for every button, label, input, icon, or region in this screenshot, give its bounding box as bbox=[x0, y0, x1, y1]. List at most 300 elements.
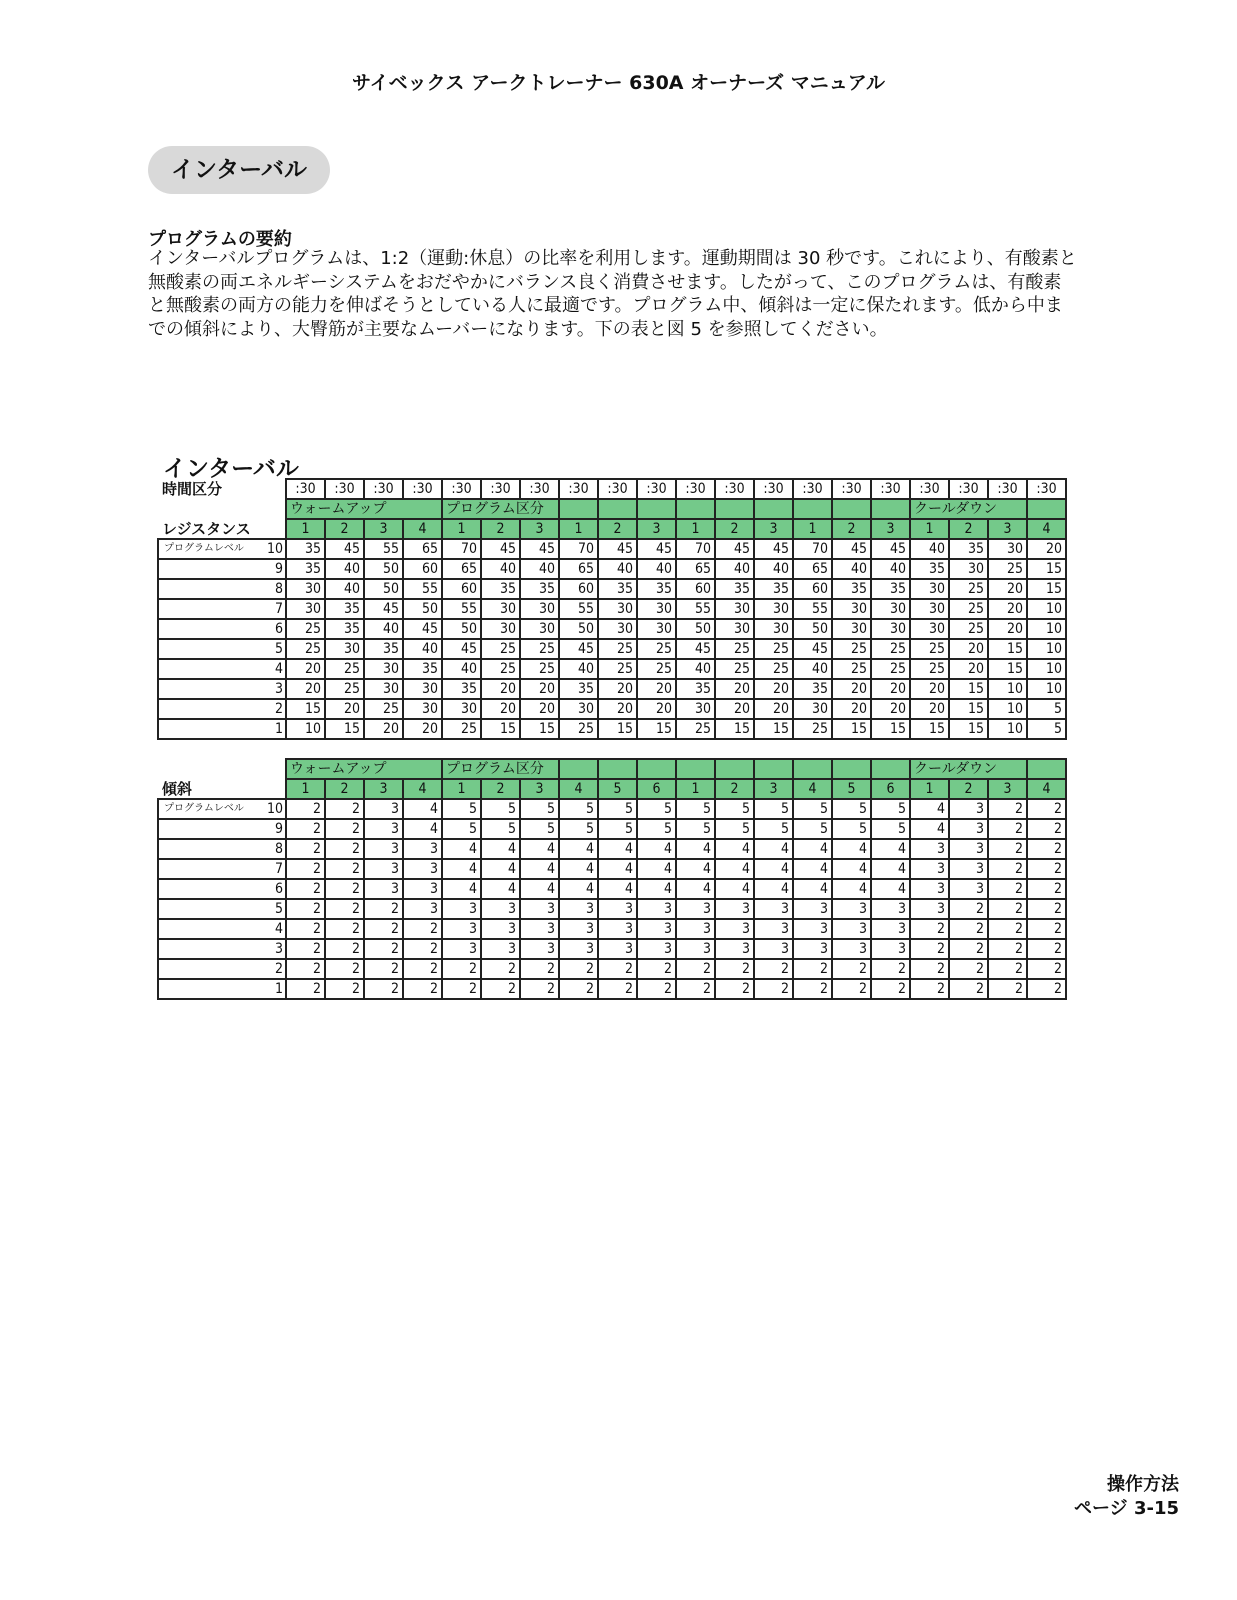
value-cell: 4 bbox=[442, 879, 481, 899]
value-cell: 15 bbox=[988, 659, 1027, 679]
time-value: :30 bbox=[793, 479, 832, 499]
value-cell: 30 bbox=[598, 619, 637, 639]
value-cell: 5 bbox=[637, 799, 676, 819]
value-cell: 3 bbox=[403, 839, 442, 859]
value-cell: 3 bbox=[403, 879, 442, 899]
time-row bbox=[158, 479, 1066, 499]
value-cell: 25 bbox=[481, 659, 520, 679]
value-cell: 5 bbox=[871, 819, 910, 839]
value-cell: 3 bbox=[715, 939, 754, 959]
value-cell: 30 bbox=[715, 619, 754, 639]
summary-paragraph: インターバルプログラムは、1:2（運動:休息）の比率を利用します。運動期間は 30 秒です。これにより、有酸素と無酸素の両エネルギーシステムをおだやかにバランス良く消費させます。したがって、このプログラムは、有酸素と無酸素の両方の能力を伸ばそうとしている人に最適です。プログラム中、傾斜は一定に保たれます。低から中までの傾斜により、大臀筋が主要なムーバーになります。下の表と図 5 を参照してください。 bbox=[148, 248, 1077, 340]
value-cell: 45 bbox=[871, 539, 910, 559]
value-cell: 45 bbox=[793, 639, 832, 659]
time-value: :30 bbox=[637, 479, 676, 499]
segment-row bbox=[158, 779, 1066, 799]
value-cell: 30 bbox=[832, 619, 871, 639]
value-cell: 5 bbox=[715, 819, 754, 839]
value-cell: 70 bbox=[793, 539, 832, 559]
value-cell: 40 bbox=[637, 559, 676, 579]
phase-cooldown: クールダウン bbox=[910, 499, 1027, 519]
time-value: :30 bbox=[988, 479, 1027, 499]
value-cell: 5 bbox=[676, 799, 715, 819]
value-cell: 20 bbox=[364, 719, 403, 739]
value-cell: 40 bbox=[598, 559, 637, 579]
value-cell: 4 bbox=[520, 839, 559, 859]
value-cell: 4 bbox=[481, 879, 520, 899]
value-cell: 40 bbox=[676, 659, 715, 679]
value-cell: 25 bbox=[910, 639, 949, 659]
value-cell: 2 bbox=[1027, 839, 1066, 859]
level-row bbox=[158, 559, 1066, 579]
value-cell: 40 bbox=[871, 559, 910, 579]
value-cell: 4 bbox=[715, 879, 754, 899]
value-cell: 25 bbox=[520, 659, 559, 679]
incline-table bbox=[157, 758, 1067, 1000]
value-cell: 5 bbox=[793, 819, 832, 839]
value-cell: 15 bbox=[949, 719, 988, 739]
segment-number: 3 bbox=[988, 779, 1027, 799]
value-cell: 4 bbox=[442, 859, 481, 879]
value-cell: 2 bbox=[325, 979, 364, 999]
level-cell bbox=[158, 939, 286, 959]
value-cell: 4 bbox=[793, 859, 832, 879]
value-cell: 30 bbox=[910, 579, 949, 599]
value-cell: 4 bbox=[637, 859, 676, 879]
value-cell: 15 bbox=[1027, 559, 1066, 579]
chart-title: インターバル bbox=[163, 456, 299, 482]
value-cell: 10 bbox=[988, 719, 1027, 739]
value-cell: 45 bbox=[325, 539, 364, 559]
value-cell: 4 bbox=[676, 839, 715, 859]
value-cell: 45 bbox=[598, 539, 637, 559]
phase-empty-cell bbox=[559, 759, 598, 779]
row-label bbox=[158, 759, 286, 779]
phase-row bbox=[158, 759, 1066, 779]
value-cell: 20 bbox=[910, 679, 949, 699]
value-cell: 30 bbox=[559, 699, 598, 719]
level-number: 7 bbox=[274, 601, 283, 617]
time-value: :30 bbox=[832, 479, 871, 499]
value-cell: 2 bbox=[637, 959, 676, 979]
time-value: :30 bbox=[910, 479, 949, 499]
phase-empty-cell bbox=[1027, 759, 1066, 779]
segment-number: 3 bbox=[637, 519, 676, 539]
phase-empty-cell bbox=[715, 759, 754, 779]
value-cell: 15 bbox=[325, 719, 364, 739]
value-cell: 2 bbox=[286, 939, 325, 959]
value-cell: 2 bbox=[286, 959, 325, 979]
value-cell: 60 bbox=[793, 579, 832, 599]
level-number: 6 bbox=[274, 881, 283, 897]
time-value: :30 bbox=[949, 479, 988, 499]
value-cell: 45 bbox=[364, 599, 403, 619]
value-cell: 3 bbox=[442, 939, 481, 959]
value-cell: 3 bbox=[910, 879, 949, 899]
value-cell: 45 bbox=[637, 539, 676, 559]
value-cell: 50 bbox=[793, 619, 832, 639]
level-cell bbox=[158, 859, 286, 879]
value-cell: 55 bbox=[442, 599, 481, 619]
value-cell: 10 bbox=[988, 679, 1027, 699]
value-cell: 2 bbox=[988, 899, 1027, 919]
value-cell: 10 bbox=[1027, 599, 1066, 619]
value-cell: 3 bbox=[910, 859, 949, 879]
value-cell: 45 bbox=[403, 619, 442, 639]
value-cell: 20 bbox=[481, 679, 520, 699]
value-cell: 30 bbox=[481, 619, 520, 639]
value-cell: 5 bbox=[598, 819, 637, 839]
value-cell: 4 bbox=[754, 879, 793, 899]
value-cell: 15 bbox=[832, 719, 871, 739]
value-cell: 2 bbox=[325, 939, 364, 959]
value-cell: 2 bbox=[598, 979, 637, 999]
value-cell: 30 bbox=[520, 619, 559, 639]
value-cell: 3 bbox=[364, 859, 403, 879]
segment-number: 1 bbox=[676, 519, 715, 539]
segment-number: 2 bbox=[325, 779, 364, 799]
value-cell: 20 bbox=[715, 679, 754, 699]
value-cell: 3 bbox=[481, 919, 520, 939]
value-cell: 15 bbox=[988, 639, 1027, 659]
value-cell: 3 bbox=[559, 899, 598, 919]
value-cell: 2 bbox=[1027, 819, 1066, 839]
value-cell: 40 bbox=[559, 659, 598, 679]
value-cell: 30 bbox=[403, 699, 442, 719]
value-cell: 3 bbox=[598, 899, 637, 919]
value-cell: 2 bbox=[403, 959, 442, 979]
value-cell: 3 bbox=[403, 899, 442, 919]
level-row bbox=[158, 599, 1066, 619]
value-cell: 70 bbox=[676, 539, 715, 559]
value-cell: 20 bbox=[403, 719, 442, 739]
value-cell: 5 bbox=[481, 819, 520, 839]
level-cell bbox=[158, 879, 286, 899]
value-cell: 25 bbox=[286, 639, 325, 659]
value-cell: 35 bbox=[286, 559, 325, 579]
value-cell: 2 bbox=[988, 939, 1027, 959]
level-cell bbox=[158, 659, 286, 679]
value-cell: 3 bbox=[520, 919, 559, 939]
value-cell: 4 bbox=[910, 799, 949, 819]
value-cell: 15 bbox=[949, 679, 988, 699]
value-cell: 45 bbox=[832, 539, 871, 559]
level-row bbox=[158, 979, 1066, 999]
value-cell: 30 bbox=[637, 599, 676, 619]
segment-number: 1 bbox=[910, 519, 949, 539]
value-cell: 35 bbox=[754, 579, 793, 599]
value-cell: 3 bbox=[481, 899, 520, 919]
value-cell: 2 bbox=[988, 959, 1027, 979]
value-cell: 25 bbox=[598, 659, 637, 679]
phase-empty-cell bbox=[637, 499, 676, 519]
value-cell: 40 bbox=[715, 559, 754, 579]
value-cell: 35 bbox=[949, 539, 988, 559]
value-cell: 30 bbox=[910, 599, 949, 619]
value-cell: 25 bbox=[481, 639, 520, 659]
value-cell: 35 bbox=[520, 579, 559, 599]
level-number: 7 bbox=[274, 861, 283, 877]
value-cell: 2 bbox=[364, 959, 403, 979]
value-cell: 10 bbox=[1027, 679, 1066, 699]
level-row bbox=[158, 699, 1066, 719]
value-cell: 2 bbox=[1027, 919, 1066, 939]
value-cell: 3 bbox=[598, 939, 637, 959]
value-cell: 45 bbox=[754, 539, 793, 559]
segment-number: 1 bbox=[559, 519, 598, 539]
segment-number: 2 bbox=[598, 519, 637, 539]
level-cell bbox=[158, 619, 286, 639]
value-cell: 2 bbox=[481, 959, 520, 979]
value-cell: 65 bbox=[559, 559, 598, 579]
value-cell: 10 bbox=[1027, 659, 1066, 679]
value-cell: 3 bbox=[481, 939, 520, 959]
level-cell bbox=[158, 919, 286, 939]
value-cell: 30 bbox=[871, 619, 910, 639]
value-cell: 35 bbox=[403, 659, 442, 679]
time-value: :30 bbox=[442, 479, 481, 499]
value-cell: 2 bbox=[442, 979, 481, 999]
value-cell: 10 bbox=[286, 719, 325, 739]
phase-empty-cell bbox=[793, 499, 832, 519]
value-cell: 55 bbox=[559, 599, 598, 619]
segment-number: 1 bbox=[286, 779, 325, 799]
level-number: 1 bbox=[274, 721, 283, 737]
value-cell: 3 bbox=[520, 939, 559, 959]
value-cell: 5 bbox=[520, 819, 559, 839]
value-cell: 3 bbox=[793, 939, 832, 959]
value-cell: 2 bbox=[949, 919, 988, 939]
value-cell: 35 bbox=[325, 619, 364, 639]
phase-empty-cell bbox=[1027, 499, 1066, 519]
segment-number: 3 bbox=[988, 519, 1027, 539]
value-cell: 60 bbox=[676, 579, 715, 599]
phase-empty-cell bbox=[754, 759, 793, 779]
value-cell: 30 bbox=[364, 679, 403, 699]
value-cell: 55 bbox=[403, 579, 442, 599]
value-cell: 4 bbox=[676, 879, 715, 899]
value-cell: 50 bbox=[442, 619, 481, 639]
value-cell: 45 bbox=[559, 639, 598, 659]
value-cell: 5 bbox=[1027, 699, 1066, 719]
value-cell: 2 bbox=[364, 899, 403, 919]
value-cell: 20 bbox=[949, 639, 988, 659]
level-number: 10 bbox=[266, 541, 283, 557]
footer-page-number: ページ 3-15 bbox=[1074, 1498, 1179, 1519]
value-cell: 2 bbox=[949, 979, 988, 999]
value-cell: 55 bbox=[676, 599, 715, 619]
value-cell: 20 bbox=[832, 699, 871, 719]
segment-number: 3 bbox=[364, 519, 403, 539]
value-cell: 50 bbox=[676, 619, 715, 639]
level-number: 5 bbox=[274, 641, 283, 657]
segment-number: 2 bbox=[949, 779, 988, 799]
segment-number: 5 bbox=[832, 779, 871, 799]
value-cell: 2 bbox=[988, 859, 1027, 879]
level-row bbox=[158, 719, 1066, 739]
segment-number: 5 bbox=[598, 779, 637, 799]
value-cell: 3 bbox=[715, 899, 754, 919]
value-cell: 2 bbox=[754, 959, 793, 979]
value-cell: 2 bbox=[988, 799, 1027, 819]
value-cell: 15 bbox=[286, 699, 325, 719]
value-cell: 40 bbox=[832, 559, 871, 579]
value-cell: 25 bbox=[949, 619, 988, 639]
segment-number: 4 bbox=[1027, 519, 1066, 539]
segment-number: 6 bbox=[871, 779, 910, 799]
value-cell: 4 bbox=[520, 879, 559, 899]
value-cell: 4 bbox=[481, 839, 520, 859]
value-cell: 45 bbox=[715, 539, 754, 559]
segment-number: 3 bbox=[754, 519, 793, 539]
value-cell: 15 bbox=[949, 699, 988, 719]
value-cell: 25 bbox=[715, 639, 754, 659]
phase-empty-cell bbox=[559, 499, 598, 519]
segment-number: 2 bbox=[325, 519, 364, 539]
segment-number: 3 bbox=[871, 519, 910, 539]
value-cell: 4 bbox=[559, 859, 598, 879]
segment-number: 1 bbox=[676, 779, 715, 799]
time-value: :30 bbox=[598, 479, 637, 499]
value-cell: 2 bbox=[325, 799, 364, 819]
segment-number: 1 bbox=[442, 519, 481, 539]
value-cell: 2 bbox=[754, 979, 793, 999]
value-cell: 3 bbox=[793, 919, 832, 939]
value-cell: 2 bbox=[1027, 959, 1066, 979]
value-cell: 65 bbox=[442, 559, 481, 579]
value-cell: 4 bbox=[754, 839, 793, 859]
value-cell: 30 bbox=[286, 599, 325, 619]
level-cell bbox=[158, 959, 286, 979]
value-cell: 3 bbox=[754, 899, 793, 919]
value-cell: 3 bbox=[364, 879, 403, 899]
value-cell: 45 bbox=[481, 539, 520, 559]
value-cell: 3 bbox=[403, 859, 442, 879]
value-cell: 3 bbox=[832, 939, 871, 959]
value-cell: 3 bbox=[754, 939, 793, 959]
segment-number: 2 bbox=[481, 519, 520, 539]
value-cell: 25 bbox=[910, 659, 949, 679]
value-cell: 25 bbox=[988, 559, 1027, 579]
value-cell: 2 bbox=[325, 839, 364, 859]
phase-empty-cell bbox=[637, 759, 676, 779]
value-cell: 35 bbox=[832, 579, 871, 599]
level-row bbox=[158, 939, 1066, 959]
level-cell bbox=[158, 819, 286, 839]
time-value: :30 bbox=[325, 479, 364, 499]
value-cell: 5 bbox=[715, 799, 754, 819]
level-cell bbox=[158, 719, 286, 739]
value-cell: 5 bbox=[676, 819, 715, 839]
value-cell: 20 bbox=[637, 679, 676, 699]
value-cell: 2 bbox=[403, 919, 442, 939]
value-cell: 15 bbox=[910, 719, 949, 739]
value-cell: 2 bbox=[676, 959, 715, 979]
value-cell: 30 bbox=[754, 619, 793, 639]
value-cell: 35 bbox=[559, 679, 598, 699]
value-cell: 2 bbox=[949, 939, 988, 959]
value-cell: 25 bbox=[598, 639, 637, 659]
value-cell: 30 bbox=[520, 599, 559, 619]
value-cell: 45 bbox=[442, 639, 481, 659]
level-cell bbox=[158, 559, 286, 579]
value-cell: 2 bbox=[793, 959, 832, 979]
phase-empty-cell bbox=[832, 499, 871, 519]
level-number: 4 bbox=[274, 661, 283, 677]
value-cell: 4 bbox=[481, 859, 520, 879]
segment-row bbox=[158, 519, 1066, 539]
value-cell: 15 bbox=[481, 719, 520, 739]
value-cell: 20 bbox=[754, 679, 793, 699]
level-number: 3 bbox=[274, 941, 283, 957]
value-cell: 20 bbox=[988, 599, 1027, 619]
phase-empty-cell bbox=[832, 759, 871, 779]
level-row bbox=[158, 639, 1066, 659]
value-cell: 4 bbox=[871, 859, 910, 879]
value-cell: 25 bbox=[949, 599, 988, 619]
value-cell: 3 bbox=[871, 939, 910, 959]
value-cell: 40 bbox=[325, 559, 364, 579]
value-cell: 5 bbox=[871, 799, 910, 819]
value-cell: 40 bbox=[364, 619, 403, 639]
value-cell: 2 bbox=[286, 879, 325, 899]
value-cell: 25 bbox=[637, 659, 676, 679]
value-cell: 5 bbox=[832, 799, 871, 819]
value-cell: 2 bbox=[325, 859, 364, 879]
value-cell: 2 bbox=[325, 899, 364, 919]
segment-number: 4 bbox=[403, 779, 442, 799]
phase-warmup: ウォームアップ bbox=[286, 499, 442, 519]
value-cell: 3 bbox=[637, 899, 676, 919]
level-row bbox=[158, 879, 1066, 899]
value-cell: 2 bbox=[988, 879, 1027, 899]
footer-section-name: 操作方法 bbox=[1107, 1474, 1179, 1495]
value-cell: 20 bbox=[520, 699, 559, 719]
level-row bbox=[158, 619, 1066, 639]
value-cell: 30 bbox=[598, 599, 637, 619]
value-cell: 30 bbox=[910, 619, 949, 639]
value-cell: 3 bbox=[910, 839, 949, 859]
value-cell: 25 bbox=[871, 639, 910, 659]
value-cell: 2 bbox=[988, 919, 1027, 939]
value-cell: 2 bbox=[520, 959, 559, 979]
level-cell bbox=[158, 539, 286, 559]
value-cell: 20 bbox=[988, 579, 1027, 599]
value-cell: 2 bbox=[325, 819, 364, 839]
level-row bbox=[158, 659, 1066, 679]
level-row bbox=[158, 859, 1066, 879]
value-cell: 2 bbox=[715, 979, 754, 999]
value-cell: 2 bbox=[1027, 979, 1066, 999]
value-cell: 3 bbox=[871, 919, 910, 939]
value-cell: 2 bbox=[520, 979, 559, 999]
phase-empty-cell bbox=[598, 759, 637, 779]
segment-number: 4 bbox=[1027, 779, 1066, 799]
value-cell: 20 bbox=[325, 699, 364, 719]
value-cell: 5 bbox=[520, 799, 559, 819]
value-cell: 2 bbox=[598, 959, 637, 979]
value-cell: 20 bbox=[832, 679, 871, 699]
level-number: 9 bbox=[274, 821, 283, 837]
value-cell: 50 bbox=[364, 579, 403, 599]
level-number: 2 bbox=[274, 961, 283, 977]
value-cell: 2 bbox=[442, 959, 481, 979]
value-cell: 30 bbox=[676, 699, 715, 719]
value-cell: 55 bbox=[364, 539, 403, 559]
value-cell: 4 bbox=[793, 839, 832, 859]
value-cell: 5 bbox=[637, 819, 676, 839]
row-label: レジスタンス bbox=[162, 519, 251, 538]
